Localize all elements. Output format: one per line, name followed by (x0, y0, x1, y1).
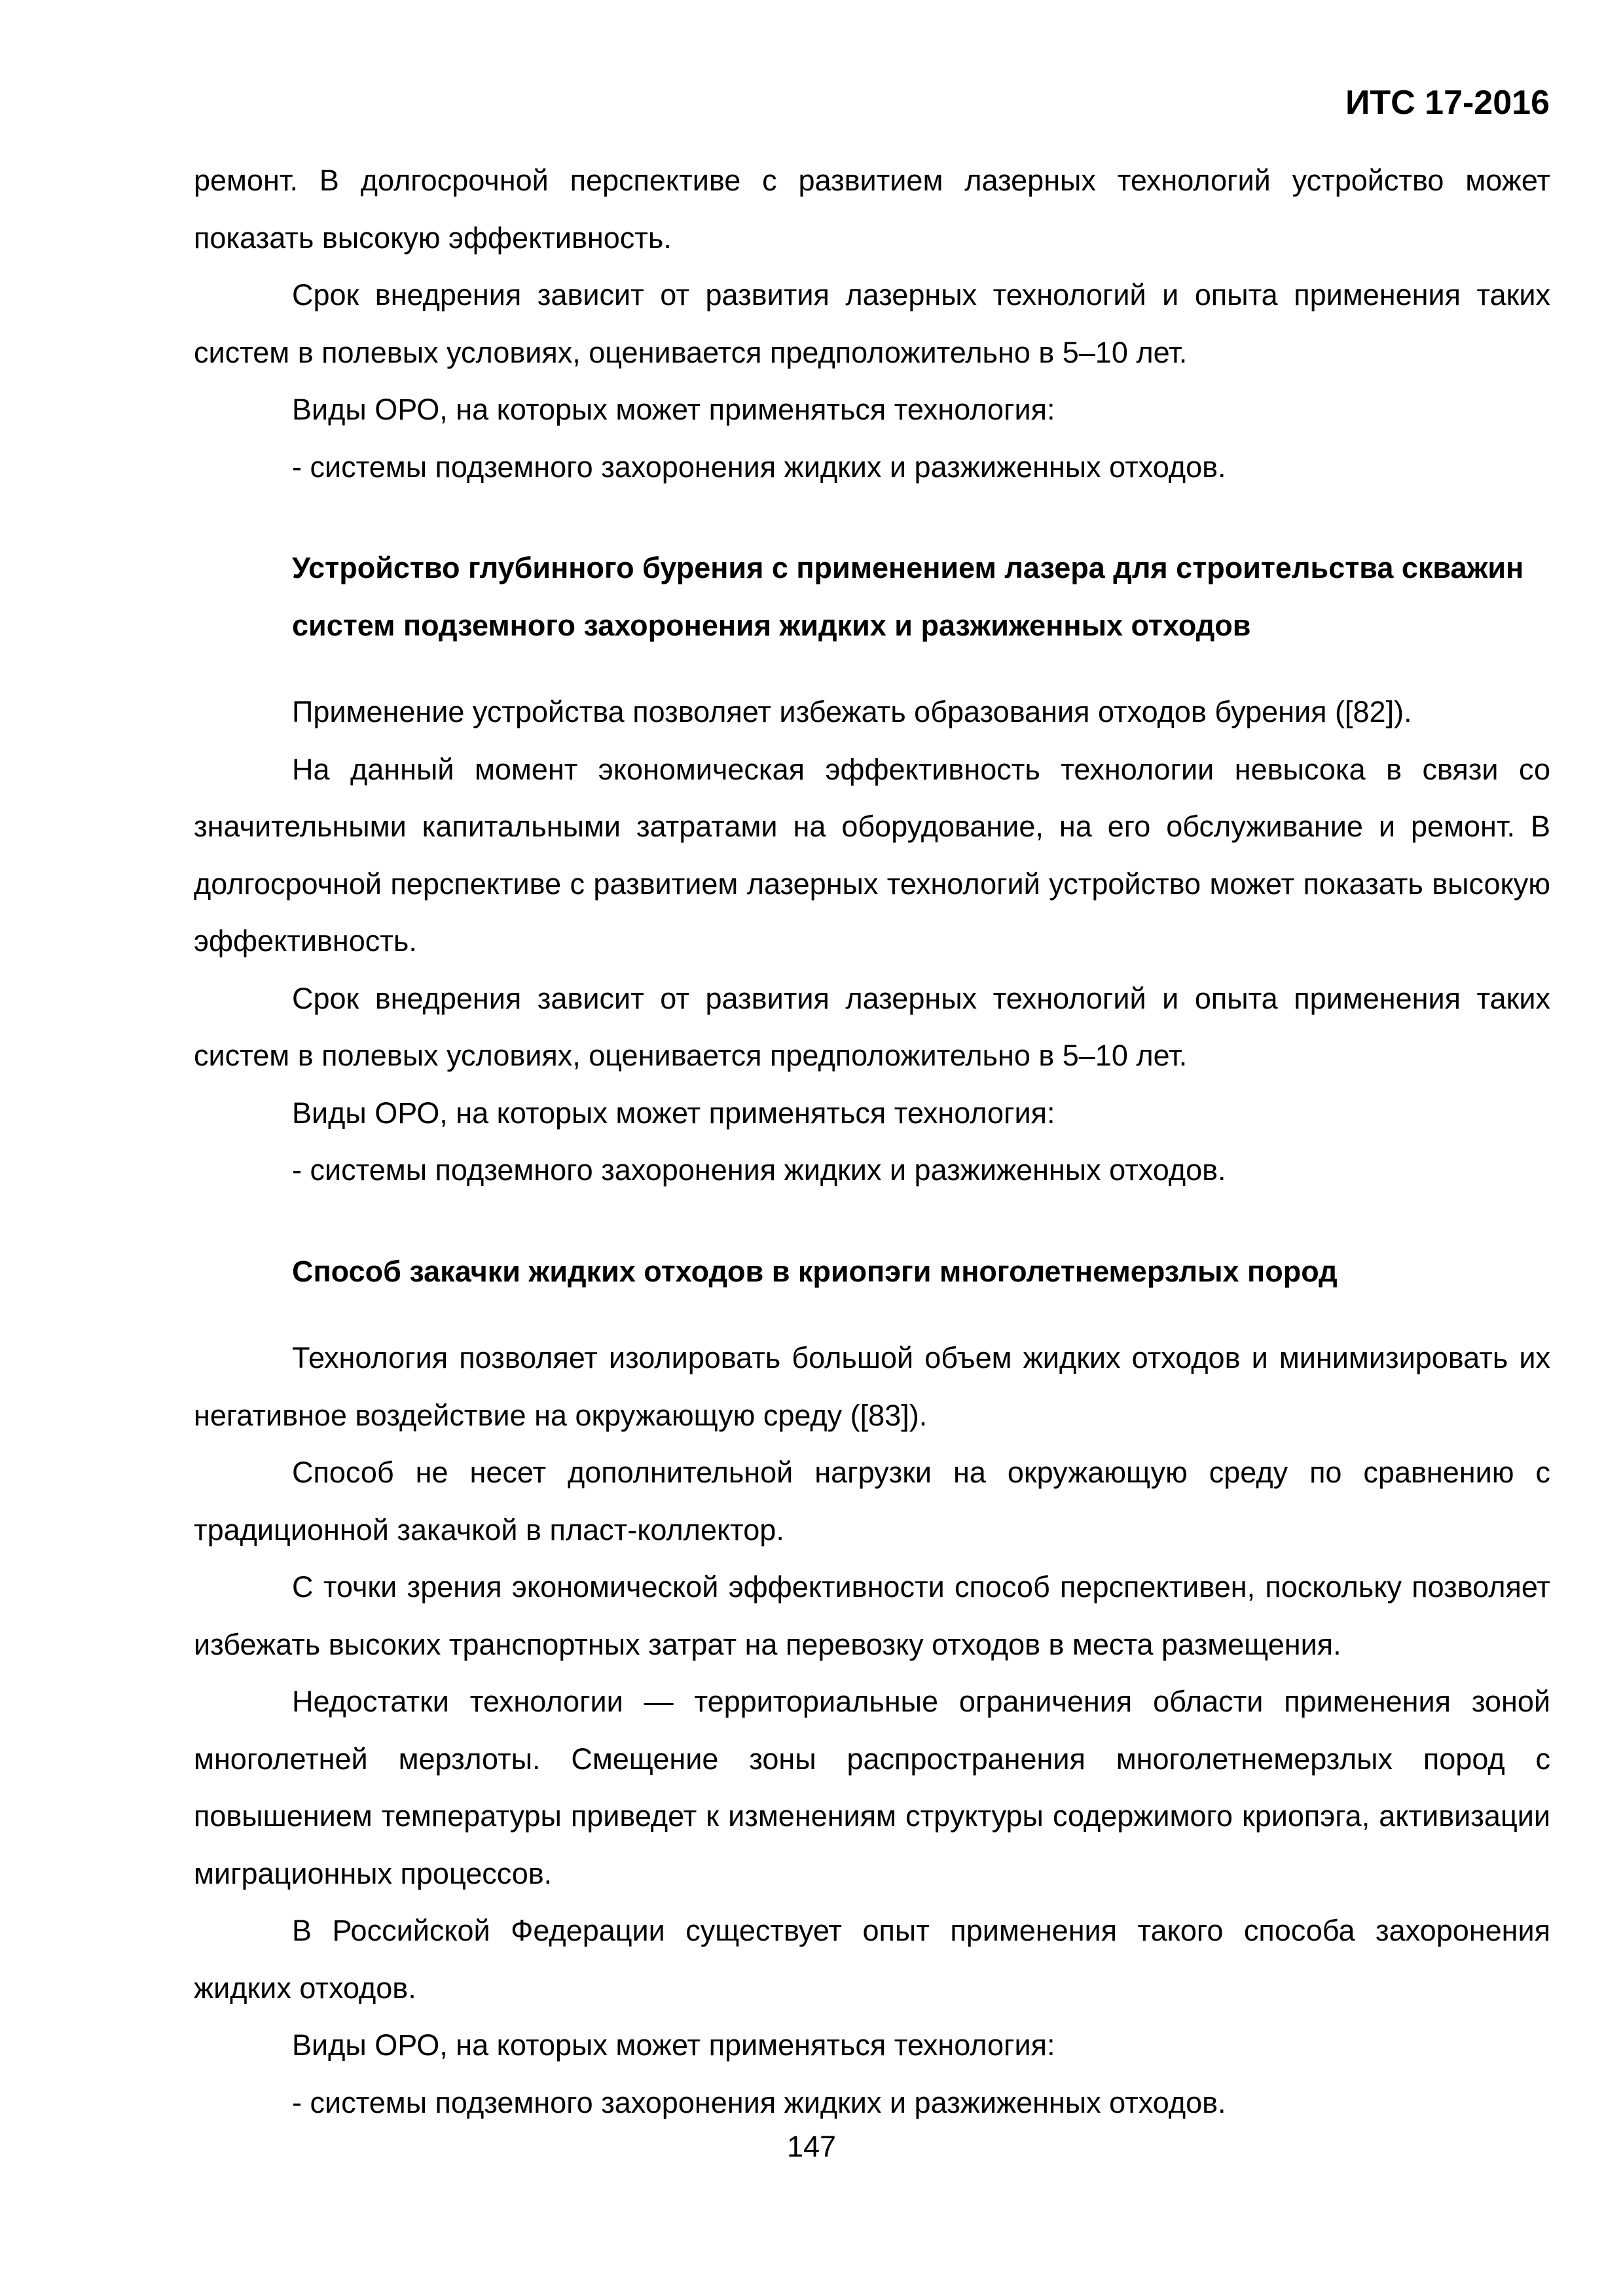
paragraph: ремонт. В долгосрочной перспективе с развитием лазерных технологий устройство может показать высокую эффективность. (194, 164, 1550, 255)
paragraph: Срок внедрения зависит от развития лазерных технологий и опыта применения таких систем в полевых условиях, оценивается предположительно в 5–10 лет. (194, 981, 1550, 1072)
page-content (194, 152, 1550, 2131)
paragraph: В Российской Федерации существует опыт применения такого способа захоронения жидких отходов. (194, 1914, 1550, 2005)
section-heading: Устройство глубинного бурения с применением лазера для строительства скважин систем подземного захоронения жидких и разжиженных отходов (292, 551, 1524, 642)
section-heading: Способ закачки жидких отходов в криопэги многолетнемерзлых пород (292, 1254, 1338, 1288)
paragraph: Применение устройства позволяет избежать образования отходов бурения ([82]). (292, 695, 1412, 728)
paragraph: С точки зрения экономической эффективности способ перспективен, поскольку позволяет избежать высоких транспортных затрат на перевозку отходов в места размещения. (194, 1570, 1550, 1661)
paragraph: Недостатки технологии — территориальные ограничения области применения зоной многолетней мерзлоты. Смещение зоны распространения многолетнемерзлых пород с повышением температуры приведет к изменениям структуры содержимого криопэга, активизации миграционных процессов. (194, 1685, 1550, 1890)
paragraph: Виды ОРО, на которых может применяться технология: (292, 2028, 1055, 2062)
paragraph: Технология позволяет изолировать большой объем жидких отходов и минимизировать их негативное воздействие на окружающую среду ([83]). (194, 1341, 1550, 1432)
paragraph: На данный момент экономическая эффективность технологии невысока в связи со значительными капитальными затратами на оборудование, на его обслуживание и ремонт. В долгосрочной перспективе с развитием лазерных технологий устройство может показать высокую эффективность. (194, 752, 1550, 958)
list-item: - системы подземного захоронения жидких и разжиженных отходов. (292, 1153, 1226, 1187)
paragraph: Виды ОРО, на которых может применяться технология: (292, 1096, 1055, 1130)
document-code: ИТС 17-2016 (1345, 84, 1550, 122)
paragraph: Срок внедрения зависит от развития лазерных технологий и опыта применения таких систем в полевых условиях, оценивается предположительно в 5–10 лет. (194, 278, 1550, 369)
paragraph: Виды ОРО, на которых может применяться технология: (292, 393, 1055, 426)
paragraph: Способ не несет дополнительной нагрузки на окружающую среду по сравнению с традиционной закачкой в пласт-коллектор. (194, 1456, 1550, 1547)
page-number: 147 (786, 2130, 837, 2163)
list-item: - системы подземного захоронения жидких и разжиженных отходов. (292, 450, 1226, 484)
list-item: - системы подземного захоронения жидких и разжиженных отходов. (292, 2085, 1226, 2119)
